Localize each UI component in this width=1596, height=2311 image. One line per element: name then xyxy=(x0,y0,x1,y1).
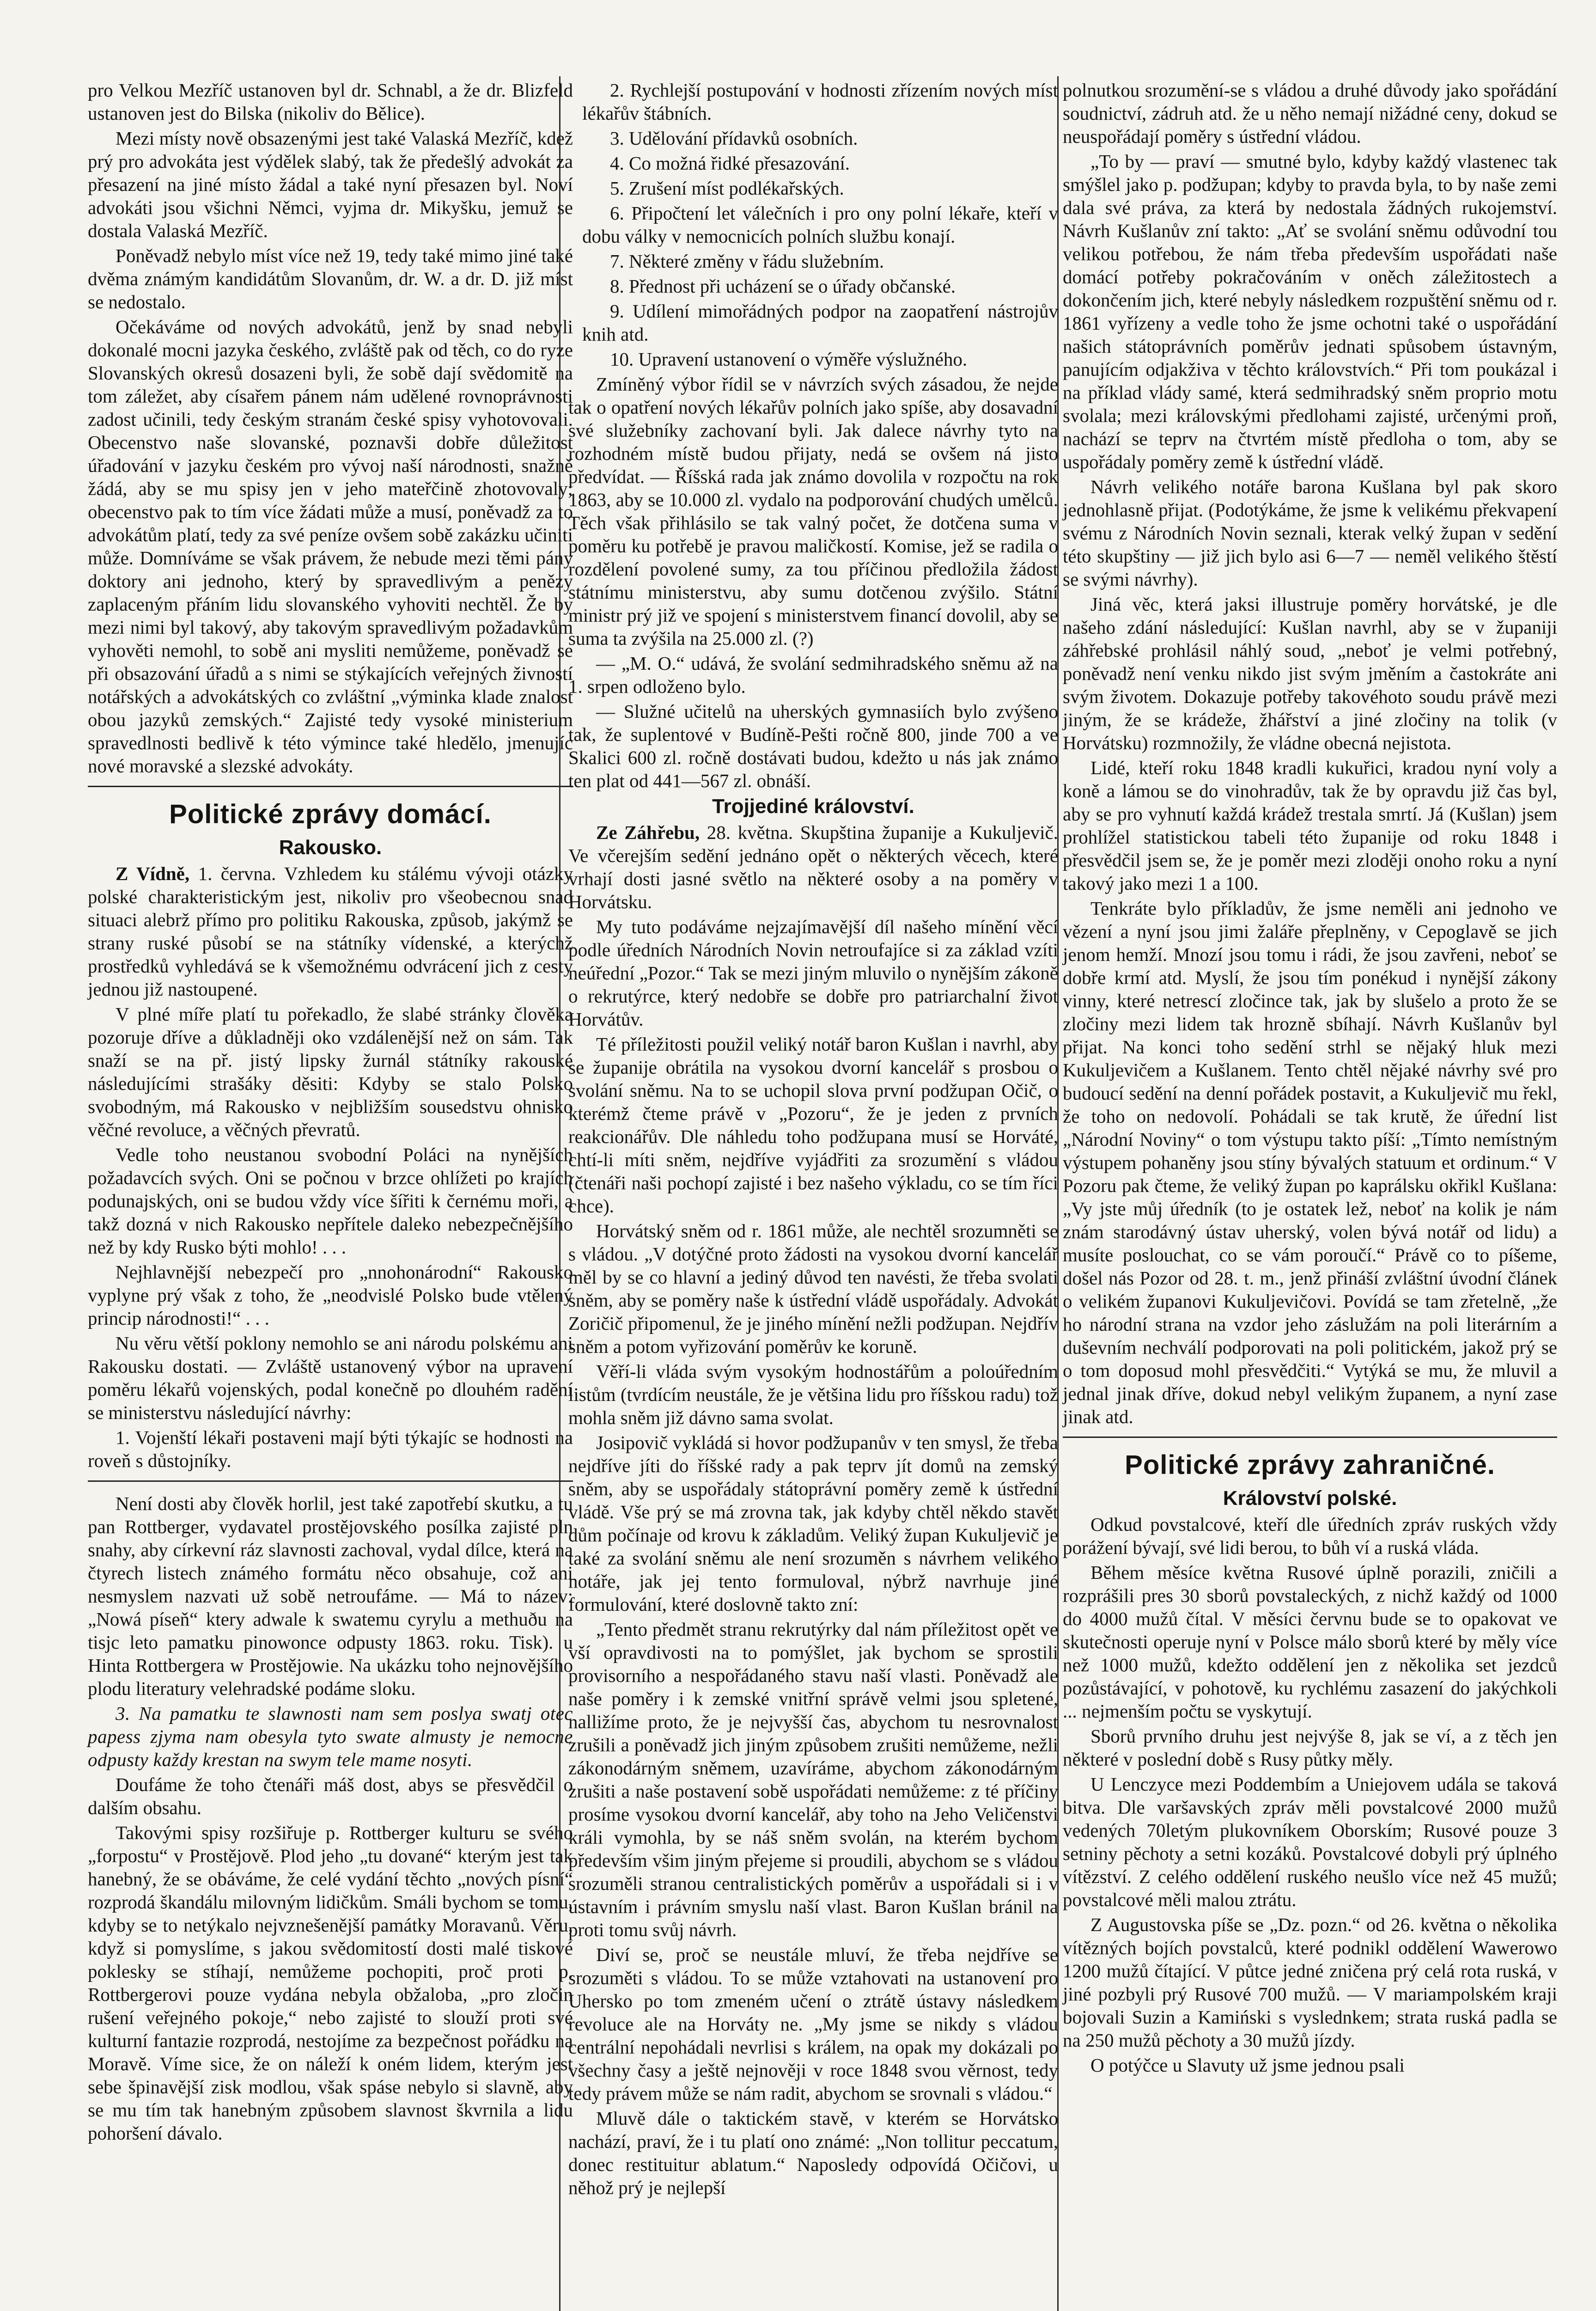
paragraph: Nejhlavnější nebezpečí pro „nnohonárodní“ Rakousko vyplyne prý však z toho, že „neodvislé Polsko bude vtělený princip národnosti!“ . . . xyxy=(88,1261,573,1329)
paragraph: O potýčce u Slavuty už jsme jednou psali xyxy=(1090,2054,1405,2076)
paragraph-quote: 3. Na pamatku te slawnosti nam sem poslya swatj otec papess zjyma nam obesyla tyto swate almusty je nemocne odpusty každy krestan na swym tele mame nosyti. xyxy=(88,1703,573,1770)
paragraph: Zmíněný výbor řídil se v návrzích svých zásadou, že nejde tak o opatření nových lékařův polních jako spíše, aby dosavadní své služebníky zachovaní byli. Jak dalece návrhy tyto na rozhodném místě budou přijaty, nedá se ovšem ná jisto předvídat. — Říšská rada jak známo dovolila v rozpočtu na rok 1863, aby se 10.000 zl. vydalo na podporování chudých umělců. Těch však přihlásilo se tak valný počet, že dotčena suma v poměru ku potřebě je pravou maličkostí. Komise, jež se radila o rozdělení povolené sumy, za tou příčinou předložila žádost státnímu ministerstvu, aby sumu dotčenou zvýšilo. Státní ministr prý již ve spojení s ministerstvem financí dovolil, aby se suma ta zvýšila na 25.000 zl. (?) xyxy=(568,373,1058,649)
paragraph: Josipovič vykládá si hovor podžupanův v ten smysl, že třeba nejdříve jíti do říšské rady a pak teprv jít domů na zemský sněm, aby se uspořádaly státoprávní poměry země k ústřední vládě. Vše prý se má zrovna tak, jak kdyby chtěl někdo stavět dům počínaje od krovu k základům. Veliký župan Kukuljevič je také za svolání sněmu ale není srozuměn s návrhem velikého notáře, jak jej tento formuloval, nýbrž navrhuje jiné formulování, které doslovně takto zní: xyxy=(568,1432,1058,1615)
subsection-triune-kingdom: Trojjediné království. xyxy=(712,795,914,818)
paragraph: Té příležitosti použil veliký notář baron Kušlan i navrhl, aby se županije obrátila na vysokou dvorní kancelář s prosbou o svolání sněmu. Na to se uchopil slova první podžupan Očič, o kterémž čteme právě v „Pozoru“, že je jeden z prvních reakcionářův. Dle náhledu toho podžupana musí se Horváté, chtí-li míti sněm, nejdříve vyjádřiti za srozumění s vládou (čtenáři naši pochopí zajisté i bez našeho výkladu, co se tím říci chce). xyxy=(568,1033,1058,1217)
list-item: 10. Upravení ustanovení o výměře výslužného. xyxy=(610,348,968,370)
list-item: 9. Udílení mimořádných podpor na zaopatření nástrojův knih atd. xyxy=(582,300,1058,345)
column-2 xyxy=(568,79,1058,2201)
paragraph: pro Velkou Mezříč ustanoven byl dr. Schnabl, a že dr. Blizfeld ustanoven jest do Bilska (nikoliv do Bělice). xyxy=(88,79,573,124)
paragraph: Nu věru větší poklony nemohlo se ani národu polskému ani Rakousku dostati. — Zvláště ustanovený výbor na upravení poměru lékařů vojenských, podal konečně po dlouhém radění se ministerstvu následující návrhy: xyxy=(88,1333,573,1423)
paragraph: V plné míře platí tu pořekadlo, že slabé stránky člověka pozoruje dříve a důkladněji oko vzdálenější než on sám. Tak snaží se na př. jistý lipsky žurnál státníky rakouské následujícími strašáky děsiti: Kdyby se stalo Polsko svobodným, má Rakousko v nejbližším sousedstvu ohnisko věčné revoluce, a věčných převratů. xyxy=(88,1003,573,1140)
paragraph: Horvátský sněm od r. 1861 může, ale nechtěl srozumněti se s vládou. „V dotýčné proto žádosti na vysokou dvorní kancelář měl by se co hlavní a jediný důvod ten navésti, že třeba svolati sněm, aby se poměry naše k ústřední vládě uspořádaly. Advokát Zoričič připomenul, že je jiného mínění nežli podžupan. Nejdřív sněm a potom vyřizování poměrův ke koruně. xyxy=(568,1220,1058,1357)
paragraph-text: 28. května. Skupština županije a Kukuljevič. Ve včerejším sedění jednáno opět o některých věcech, které vrhají dosti jasné světlo na některé osoby a na poměry v Horvátsku. xyxy=(568,822,1058,912)
list-item: 4. Co možná řidké přesazování. xyxy=(610,153,850,174)
paragraph: Takovými spisy rozšiřuje p. Rottberger kulturu se svého „forpostu“ v Prostějově. Plod jeho „tu dované“ kterým jest tak hanebný, že se obáváme, že celé vydání těchto „nových písní“ rozprodá škandálu milovným lidičkům. Smáli bychom se tomu, kdyby se to netýkalo nejvznešenější památky Moravanů. Věru, když si pomyslíme, s jakou svědomitostí dosti malé tiskové poklesky se stíhají, nemůžeme pochopiti, proč proti p. Rottbergerovi pouze vydána nebyla obžaloba, „pro zločin rušení veřejného pokoje,“ nebo zajisté to slouží proti své kulturní fantazie rozprodá, nestojíme za bezpečnost pořádku na Moravě. Víme sice, že on náleží k oném lidem, kterým jest sebe špinavější zisk modlou, však spáse nebylo si slavně, aby se mu tím tak hanebným způsobem slavnost škvrnila a lidu pohoršení dávalo. xyxy=(88,1822,573,2144)
paragraph: „To by — praví — smutné bylo, kdyby každý vlastenec tak smýšlel jako p. podžupan; kdyby to pravda byla, to by naše zemi dala své práva, za která by nedostala žádných rukojemství. Návrh Kušlanův zní takto: „Ať se svolání sněmu odůvodní tou velikou potřebou, že nám třeba především uspořádati naše domácí potřeby pokračováním v oněch záležitostech a dokončením jich, které nebyly následkem rozpuštění sněmu od r. 1861 vyřízeny a vedle toho že jsme ochotni také o uspořádání našich státoprávních poměrův jednati spůsobem ústavným, panujícím odjakživa v těchto královstvích.“ Při tom poukázal i na příklad vlády samé, která sedmihradský sněm proprio motu svolala; mezi královskými předlohami zajisté, určenými proň, nachází se teprv na čtvrtém místě předloha o tom, aby se uspořádaly poměry země k ústřední vládě. xyxy=(1063,151,1557,472)
paragraph: Očekáváme od nových advokátů, jenž by snad nebyli dokonalé mocni jazyka českého, zvláště pak od těch, co do ryze Slovanských okresů dosazeni byli, že sobě dají svědomitě na tom záležet, aby císařem pánem nám udělené rovnoprávnosti zadost učinili, tedy českým stranám české spisy vyhotovovali. Obecenstvo naše slovanské, poznavši dobře důležitost úřadování v jazyku českém pro vývoj naší národnosti, snažně žádá, aby se mu spisy jen v jeho mateřčině zhotovovaly; obecenstvo pak to tím více žádati může a musí, poněvadž za to advokátům platí, tedy za své peníze ovšem sobě zakázku učiniti může. Domníváme se však právem, že nebude mezi těmi pány doktory ani jednoho, který by spravedlivým a penězy zaplaceným přáním lidu slovanského vyhoviti nechtěl. Že by mezi nimi byl takový, aby takovým spravedlivým požadavkům vyhověti nemohl, to sobě ani mysliti nemůžeme, poněvadž se při obsazování úřadů a s nimi se stýkajících veřejných živností notářských a advokátských co zvláštní „výminka klade znalost obou jazyků zemských.“ Zajisté tedy vysoké ministerium spravedlnosti bedlivě k této výmince také hledělo, jmenujíc nové moravské a slezské advokáty. xyxy=(88,316,573,776)
paragraph: Mezi místy nově obsazenými jest také Valaská Mezříč, kdež prý pro advokáta jest výdělek slabý, tak že předešlý advokát za přesazení na jiné místo žádal a také nyní přesazen byl. Noví advokáti jsou všichni Němci, vyjma dr. Mikyšku, jemuž se dostala Valaská Mezříč. xyxy=(88,128,573,241)
column-1 xyxy=(88,79,573,2146)
paragraph: Z Augustovska píše se „Dz. pozn.“ od 26. května o několika vítězných bojích povstalců, které podnikl oddělení Wawerowo 1200 mužů čítající. V půtce jedné zničena prý celá rota ruská, v jiné pozbyli prý Rusové 700 mužů. — V mariampolském kraji bojovali Suzin a Kamiński s vyslednkem; strata ruská padla se na 250 mužů pěchoty a 30 mužů jízdy. xyxy=(1063,1914,1557,2051)
list-item: 5. Zrušení míst podlékařských. xyxy=(610,177,844,199)
paragraph: Doufáme že toho čtenáři máš dost, abys se přesvědčil o dalším obsahu. xyxy=(88,1774,573,1818)
paragraph: Mluvě dále o taktickém stavě, v kterém se Horvátsko nachází, praví, že i tu platí ono známé: „Non tollitur peccatum, donec restituitur ablatum.“ Naposledy odpovídá Očičovi, u něhož prý je nejlepší xyxy=(568,2108,1058,2198)
paragraph xyxy=(88,862,573,1001)
paragraph: Lidé, kteří roku 1848 kradli kukuřici, kradou nyní voly a koně a lámou se do vinohradův, tak že by opravdu již čas byl, aby se pro vyhnutí každá krádež trestala smrtí. Já (Kušlan) jsem prohlížel statistickou tabeli této županije od roku 1848 i přesvědčil jsem se, že je poměr mezi zloději onoho roku a nyní takový jako mezi 1 a 100. xyxy=(1063,757,1557,894)
list-item: 2. Rychlejší postupování v hodnosti zřízením nových míst lékařův štábních. xyxy=(582,79,1058,124)
dateline: Ze Záhřebu, xyxy=(596,822,700,843)
paragraph: Věří-li vláda svým vysokým hodnostářům a poloúředním listům (tvrdícím neustále, že je většina lidu pro říšskou radu) tož mohla sněm již dávno sama svolat. xyxy=(568,1361,1058,1428)
paragraph: „Tento předmět stranu rekrutýrky dal nám příležitost opět ve vší opravdivosti na to pomýšlet, jak bychom se sprostili provisorního a nespořádaného stavu naší vlasti. Poněvadž ale naše poměry i k zemské vnitřní správě velmi jsou spletené, nalližíme proto, že je nejvyšší čas, abychom tu nesrovnalost zrušili a poněvadž jich jiným způsobem zrušiti nemůžeme, nežli zákonodárným sněmem, uzavíráme, abychom zákonodárným zrušiti a naše postavení sobě uspořádati nemůžeme: z té příčiny prosíme vysokou dvorní kancelář, aby toho na Jeho Veličenstvi králi vymohla, by se náš sněm svolán, na kterém bychom především všim jiným přejeme si proudili, abychom se s vládou srozuměli stranou centralistických poměrův a uspořádali si i v ústavním i právním smyslu naší vlast. Baron Kušlan bránil na proti tomu svůj návrh. xyxy=(568,1619,1058,1940)
list-item: 3. Udělování přídavků osobních. xyxy=(610,128,858,149)
section-title-domestic: Politické zprávy domácí. xyxy=(169,799,492,829)
dateline: Z Vídně, xyxy=(116,863,190,884)
section-divider xyxy=(88,1480,573,1482)
paragraph: Sborů prvního druhu jest nejvýše 8, jak se ví, a z těch jen některé v poslední době s Rusy půtky měly. xyxy=(1063,1725,1557,1770)
paragraph: Během měsíce května Rusové úplně porazili, zničili a rozprášili pres 30 sborů povstaleckých, z nichž každý od 1000 do 4000 mužů čítal. V měsíci červnu bude se to opakovat ve skutečnosti operuje nyní v Polsce málo sborů které by měly více než 1000 mužů, kdežto oddělení jen z několika set jezdců pozůstávající, v pohotově, ku rychlému zasazení do jakýchkoli ... nejmenším počtu se vyskytují. xyxy=(1063,1562,1557,1722)
list-item: 6. Připočtení let válečních i pro ony polní lékaře, kteří v dobu války v nemocnicích polních službu konají. xyxy=(582,202,1058,247)
paragraph: Návrh velikého notáře barona Kušlana byl pak skoro jednohlasně přijat. (Podotýkáme, že jsme k velikému překvapení svému z Národních Novin seznali, kterak velký župan v sedění této skupštiny — již jich bylo asi 6—7 — neměl velikého štěstí se svými návrhy). xyxy=(1063,476,1557,590)
paragraph xyxy=(568,821,1058,913)
paragraph: 1. Vojenští lékaři postaveni mají býti týkajíc se hodnosti na roveň s důstojníky. xyxy=(88,1427,573,1471)
list-item: 7. Některé změny v řádu služebním. xyxy=(610,251,884,272)
paragraph: Vedle toho neustanou svobodní Poláci na nynějších požadavcích svých. Oni se počnou v brzce ohlížeti po krajích podunajských, oni se budou vždy více šířiti k černému moři, a takž dozná v nich Rakousko nepřítele daleko nebezpečnějšího než by kdy Rusko býti mohlo! . . . xyxy=(88,1144,573,1258)
section-divider xyxy=(1063,1437,1557,1438)
paragraph: Jiná věc, která jaksi illustruje poměry horvátské, je dle našeho zdání následující: Kušlan navrhl, aby se v županiji záhřebské prohlásil náhlý soud, „neboť je velmi potřebný, poněvadž není venku nikdo jist svým jměním a častokráte ani svým životem. Dokazuje potřeby takovéhoto soudu právě mezi jiným, že se krádeže, žhářství a jiné zločiny na tolik (v Horvátsku) rozmnožily, že vládne obecná nejistota. xyxy=(1063,593,1557,753)
list-item: 8. Přednost při ucházení se o úřady občanské. xyxy=(610,275,956,297)
subsection-poland: Království polské. xyxy=(1223,1487,1397,1510)
section-title-foreign: Politické zprávy zahraničné. xyxy=(1125,1450,1495,1480)
paragraph: polnutkou srozumění-se s vládou a druhé důvody jako spořádání soudnictví, zádruh atd. že u něho nemají nižádné ceny, dokud se neuspořádají poměry s ústřední vládou. xyxy=(1063,79,1557,147)
paragraph: Poněvadž nebylo míst více než 19, tedy také mimo jiné také dvěma známým kandidátům Slovanům, dr. W. a dr. D. již míst se nedostalo. xyxy=(88,245,573,312)
column-3 xyxy=(1063,79,1557,2079)
paragraph: My tuto podáváme nejzajímavější díl našeho mínění věcí podle úředních Národních Novin netroufajíce si za základ vzíti neúřední „Pozor.“ Tak se mezi jiným mluvilo o nynějším zákoně o rekrutýrce, který nedobře se dobře pro patriarchalní život Horvátův. xyxy=(568,916,1058,1030)
paragraph: Diví se, proč se neustále mluví, že třeba nejdříve se srozuměti s vládou. To se může vztahovati na ustanovení pro Uhersko po tom zmeném učení o ztrátě ústavy následkem revoluce ale na Horváty ne. „My jsme se nikdy s vládou centrální nepohádali nevrlisi s králem, na opak my dokázali po všechny časy a ještě nejnověji v roce 1848 svou věrnost, tedy tedy právem může se nám radit, abychom se srovnali s vládou.“ xyxy=(568,1944,1058,2104)
paragraph: Odkud povstalcové, kteří dle úředních zpráv ruských vždy porážení bývají, své lidi berou, to bůh ví a ruská vláda. xyxy=(1063,1514,1557,1558)
paragraph-text: 1. června. Vzhledem ku stálému vývoji otázky polské charakteristickým jest, nikoliv pro všeobecnou snad situaci alebrž přímo pro politiku Rakouska, způsob, jakýmž se strany ruské působí se na státníky vídenské, a kterýchž prostředků vyhledává se k všemožnému odvrácení jich z cesty jednou již nastoupené. xyxy=(88,863,573,1000)
subsection-austria: Rakousko. xyxy=(279,836,382,859)
paragraph: Není dosti aby člověk horlil, jest také zapotřebí skutku, a tu pan Rottberger, vydavatel prostějovského posílka zajisté pln snahy, aby církevní ráz slavnosti zachoval, vydal dílce, která na čtyrech listech známého formátu něco obsahuje, což ani nesmyslem nazvati už sobě netroufáme. — Má to název: „Nowá píseň“ ktery adwale k swatemu cyrylu a methuðu na tisjc leto pamatku pinowonce odpusty 1863. roku. Tisk). u Hinta Rottbergera w Prostějowie. Na ukázku toho nejnovějšího plodu literatury velehradské podáme sloku. xyxy=(88,1493,573,1699)
paragraph: — „M. O.“ udává, že svolání sedmihradského sněmu až na 1. srpen odloženo bylo. xyxy=(568,653,1058,697)
paragraph: Tenkráte bylo příkladův, že jsme neměli ani jednoho ve vězení a nyní jsou jimi žaláře přeplněny, v Cepoglavě se jich jenom hemží. Mnozí jsou tomu i rádi, že jsou zavřeni, neboť se dobře krmí atd. Myslí, že jsou tím ponékud i nynější zákony vinny, které netrescí zločince tak, jak by slušelo a proto že se zločiny mezi lidem tak hrozně sbíhají. Návrh Kušlanův byl přijat. Na konci toho sedění strhl se nějaký hluk mezi Kukuljevičem a Kušlanem. Tento chtěl nějaké návrhy své pro budoucí sedění na denní pořádek postavit, a Kukuljevič mu řekl, že toho on nedovolí. Pohádali se tak krutě, že úřední list „Národní Noviny“ o tom výstupu takto píší: „Tímto nemístným výstupem pohaněny jsou stíny bývalých statuum et ordinum.“ V Pozoru pak čteme, že veliký župan po kaprálsku okřikl Kušlana: „Vy jste můj úředník (to je ostatek lež, neboť na kolik je nám znám starodávný ústav uherský, volen bývá notář od lidu) a musíte poslouchat, co se vám poroučí.“ Právě co to píšeme, došel nás Pozor od 28. t. m., jenž přináší zvláštní úvodní článek o velikém županovi Kukuljevičovi. Povídá se tam zřetelně, „že ho národní strana na vzdor jeho záslužám na poli literárním a duševním nechválí podporovati na poli politickém, jakož prý se o tom doposud mohl přesvědčiti.“ Vytýká se mu, že mluvil a jednal jinak dříve, dokud nebyl velikým županem, a nyní zase jinak atd. xyxy=(1063,898,1557,1427)
section-divider xyxy=(88,786,573,787)
paragraph: — Služné učitelů na uherských gymnasiích bylo zvýšeno tak, že suplentové v Budíně-Pešti ročně 800, jinde 700 a ve Skalici 600 zl. ročně dostávati budou, kdežto u nás jak známo ten plat od 441—567 zl. obnáší. xyxy=(568,701,1058,791)
paragraph: U Lenczyce mezi Poddembím a Uniejovem udála se taková bitva. Dle varšavských zpráv měli povstalcové 2000 mužů vedených 70letým plukovníkem Oborskím; Rusové pouze 3 setniny pěchoty a setni kozáků. Povstalcové dobyli prý úplného vítězství. Z celého oddělení ruského neušlo více než 45 mužů; povstalcové měli malou ztrátu. xyxy=(1063,1773,1557,1910)
